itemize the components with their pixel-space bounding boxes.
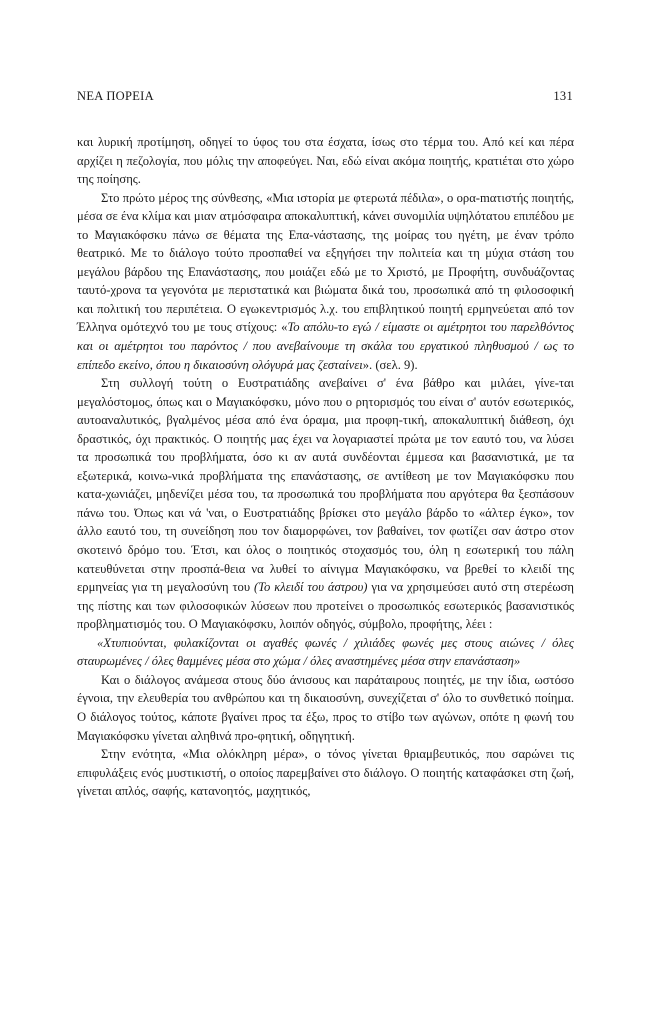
- paragraph-4: Και ο διάλογος ανάμεσα στους δύο άνισους και παράταιρους ποιητές, με την ίδια, ωστόσο έγνοια, την ελευθερία του ανθρώπου και τη δικαιοσύνη, συνεχίζεται σ' όλο το συνθετικό ποίημα. Ο διάλογος τούτος, κάποτε βγαίνει προς τα έξω, προς το στίβο των αγώνων, οπότε η φωνή του Μαγιακόφσκυ γίνεται αληθινά προ-φητική, οδηγητική.: [77, 672, 574, 743]
- body-text: [77, 133, 574, 801]
- inline-quote-2-tail: για να χρησιμεύσει αυτό στη στερέωση της πίστης και των φιλοσοφικών λύσεων που προτείνει ο προσωπικός εσωτερικός βασανιστικός προβληματισμός του. Ο Μαγιακόφσκυ, λοιπόν οδηγός, σύμβολο, προφήτης, λέει :: [77, 580, 574, 632]
- paragraph-2-text: Στο πρώτο μέρος της σύνθεσης, «Μια ιστορία με φτερωτά πέδιλα», ο ορα-mατιστής ποιητής, μέσα σε ένα κλίμα και μιαν ατμόσφαιρα αποκαλυπτική, κάνει συνομιλία υψηλότατου επιπέδου με το Μαγιακόφσκυ πάνω σε θέματα της Επα-νάστασης, της μοίρας του ηγέτη, με έναν τρόπο θεατρικό. Με το διάλογο τούτο προσπαθεί να εξηγήσει την πολιτεία και τη μύχια στάση του μεγάλου βάρδου της Επανάστασης, που μοιάζει εδώ με το Χριστό, με Προφήτη, συνδυάζοντας ταυτό-χρονα τα γεγονότα με περιστατικά και βιώματα δικά του, προσωπικά από τη φιλοσοφική και πολιτική του περιπέτεια. Ο εγωκεντρισμός λ.χ. του επιβλητικού ποιητή ερμηνεύεται από τον Έλληνα ομότεχνό του με τους στίχους: «: [77, 190, 574, 335]
- inline-quote-1: Το απόλυ-το εγώ / είμαστε οι αμέτρητοι του παρελθόντος και οι αμέτρητοι του παρόντος / που ανεβαίνουμε τη σκάλα του εργατικού πληθυσμού / ως το επίπεδο εκείνο, όπου η δικαιοσύνη ολόγυρά μας ζεσταίνει: [77, 320, 574, 372]
- journal-title: ΝΕΑ ΠΟΡΕΙΑ: [77, 89, 154, 103]
- paragraph-1: και λυρική προτίμηση, οδηγεί το ύφος του στα έσχατα, ίσως στο τέρμα του. Από κεί και πέρα αρχίζει η πεζολογία, που μόλις την αποφεύγει. Ναι, εδώ είναι ακόμα ποιητής, κρατιέται στο χώρο της ποίησης.: [77, 135, 574, 187]
- paragraph-3-text: Στη συλλογή τούτη ο Ευστρατιάδης ανεβαίνει σ' ένα βάθρο και μιλάει, γίνε-ται μεγαλόστομος, όπως και ο Μαγιακόφσκυ, μόνο που ο ρητορισμός του είναι σ' αυτόν εσωτερικός, αυτοαναλυτικός, βγαλμένος μέσα από ένα όραμα, μια προφη-τική, αποκαλυπτική διάθεση, όχι δραστικός, όχι πρακτικός. Ο ποιητής μας έχει να λογαριαστεί πρώτα με τον εαυτό του, να λύσει τα προσωπικά του προβλήματα, όσο κι αν αυτά συνδέονται έμμεσα και βασανιστικά, με τα εξωτερικά, κοινω-νικά προβλήματα της επανάστασης, σε αντίθεση με τον Μαγιακόφσκυ που κατα-χωνιάζει, μηδενίζει μέσα του, τα προσωπικά του προβλήματα που αργότερα θα ξεσπάσουν πάνω του. Όπως και νά 'ναι, ο Ευστρατιάδης βρίσκει στο μεγάλο βάρδο το «άλτερ έγκο», τον άλλο εαυτό του, τη συνείδηση που τον διαμορφώνει, τον βαθαίνει, τον φωτίζει σαν άστρο στον σκοτεινό δρόμο του. Έτσι, και όλος ο ποιητικός στοχασμός του, όλη η εσωτερική του πάλη κατευθύνεται στην προσπά-θεια να λυθεί το αίνιγμα Μαγιακόφσκυ, να βρεθεί το κλειδί της ερμηνείας για τη μεγαλοσύνη του: [77, 376, 574, 595]
- block-quote: «Χτυπιούνται, φυλακίζονται οι αγαθές φωνές / χιλιάδες φωνές μες στους αιώνες / όλες σταυρωμένες / όλες θαμμένες μέσα στο χώμα / όλες αναστημένες μέσα στην επανάσταση»: [77, 635, 574, 669]
- inline-quote-2: (Το κλειδί του άστρου): [253, 580, 368, 595]
- paragraph-5: Στην ενότητα, «Μια ολόκληρη μέρα», ο τόνος γίνεται θριαμβευτικός, που σαρώνει τις επιφυλάξεις ενός μυστικιστή, ο οποίος παρεμβαίνει στο διάλογο. Ο ποιητής καταφάσκει στη ζωή, γίνεται απλός, σαφής, κατανοητός, μαχητικός,: [77, 747, 574, 799]
- paragraph-3: [77, 374, 574, 634]
- inline-quote-1-tail: ». (σελ. 9).: [362, 357, 418, 372]
- paragraph-2: [77, 189, 574, 374]
- running-head: [77, 89, 573, 109]
- page-number: 131: [553, 89, 573, 103]
